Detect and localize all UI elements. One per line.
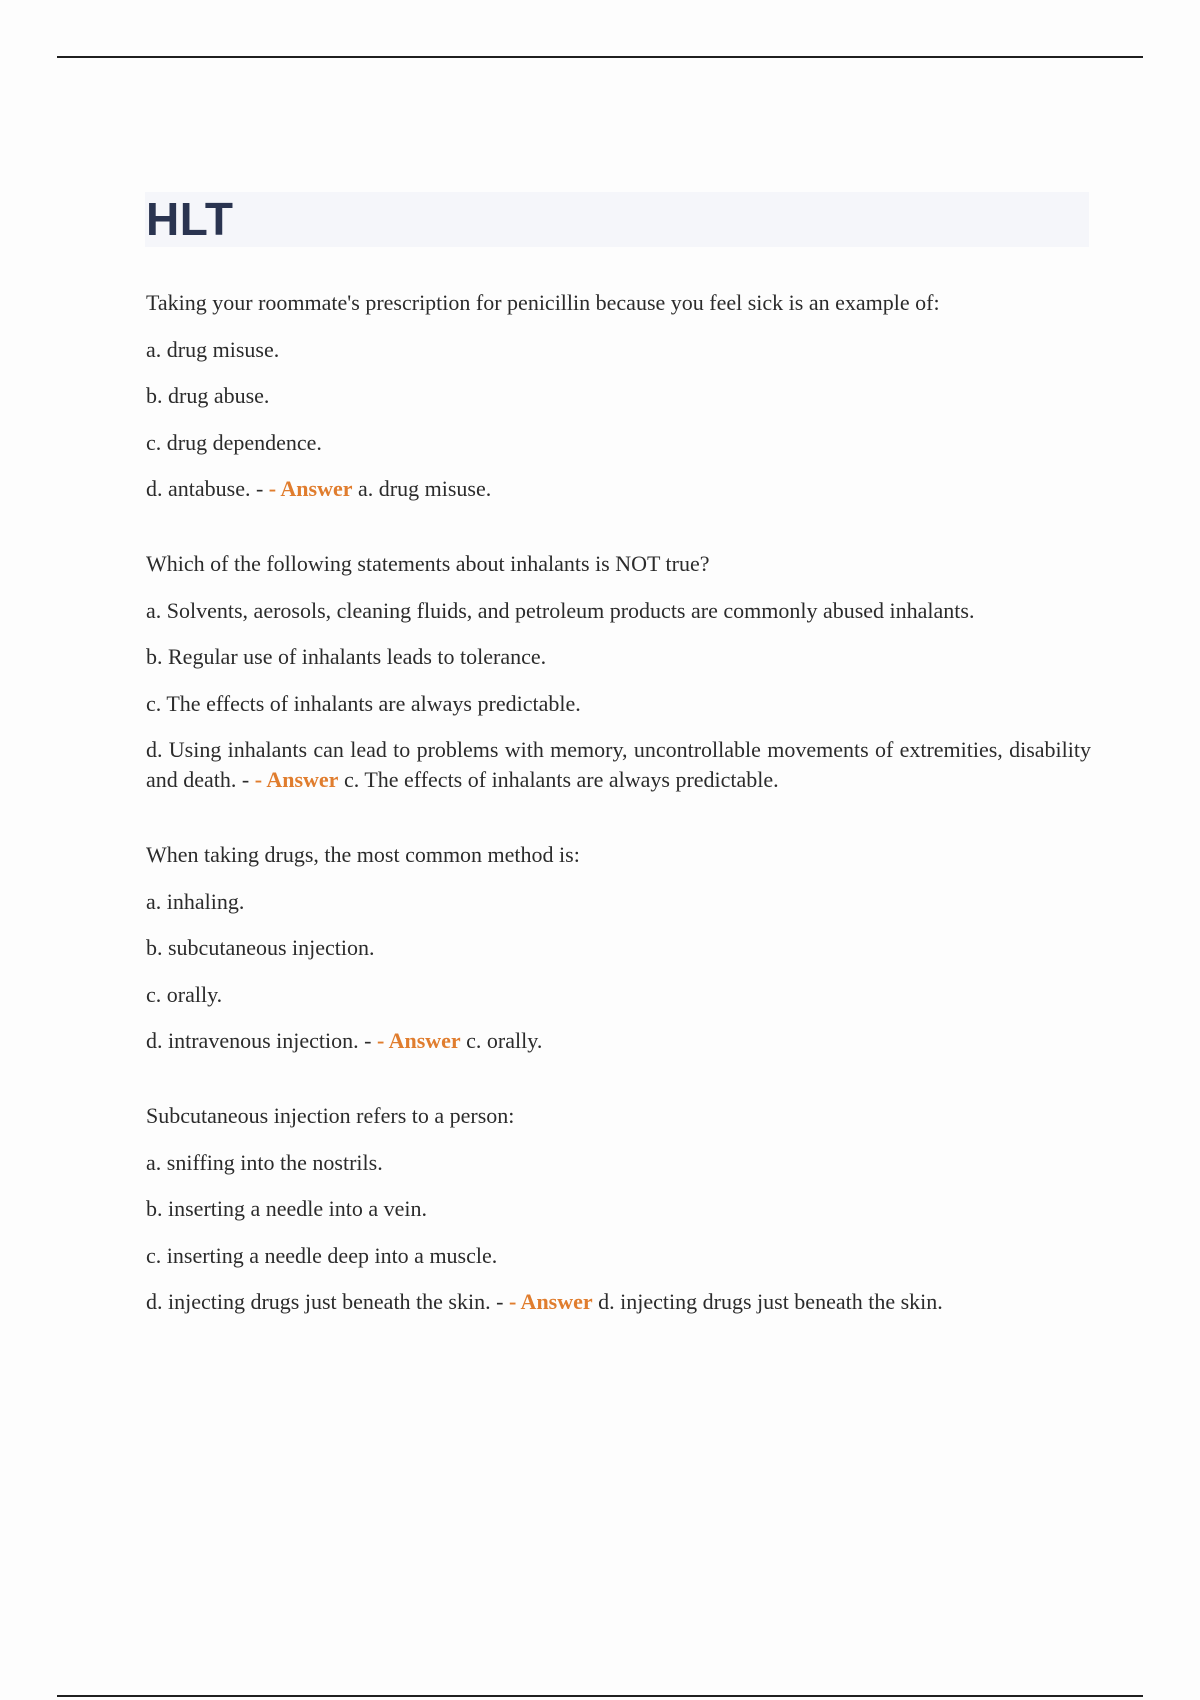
answer-option: c. drug dependence. (146, 429, 322, 455)
answer-text: d. injecting drugs just beneath the skin. (598, 1289, 943, 1314)
answer-option: b. inserting a needle into a vein. (146, 1196, 428, 1221)
answer-label: - Answer (268, 476, 353, 501)
answer-text: a. drug misuse. (358, 476, 492, 501)
answer-option-last (146, 1026, 1091, 1056)
answer-option: a. drug misuse. (146, 336, 280, 362)
option-text: d. intravenous injection. - (146, 1028, 372, 1053)
footer-rule (57, 1695, 1143, 1697)
question-block (146, 1101, 1091, 1317)
question-list (146, 288, 1091, 1362)
option-text: d. injecting drugs just beneath the skin. - (146, 1289, 504, 1314)
answer-text: c. The effects of inhalants are always predictable. (343, 767, 779, 792)
answer-option: b. subcutaneous injection. (146, 935, 375, 960)
answer-option: a. sniffing into the nostrils. (146, 1149, 383, 1175)
answer-label: - Answer (376, 1028, 461, 1053)
answer-option-last (146, 1287, 1091, 1317)
answer-option: b. drug abuse. (146, 383, 270, 408)
option-text: d. antabuse. - (146, 476, 264, 501)
answer-option: c. orally. (146, 981, 223, 1007)
question-stem: Which of the following statements about inhalants is NOT true? (146, 551, 710, 576)
answer-label: - Answer (508, 1289, 593, 1314)
question-stem: Subcutaneous injection refers to a person: (146, 1103, 515, 1128)
answer-option: c. The effects of inhalants are always predictable. (146, 690, 581, 716)
question-block (146, 288, 1091, 504)
answer-option: a. inhaling. (146, 888, 245, 914)
question-block (146, 549, 1091, 795)
question-block (146, 840, 1091, 1056)
answer-label: - Answer (254, 767, 339, 792)
document-title: HLT (146, 193, 234, 245)
answer-option: b. Regular use of inhalants leads to tolerance. (146, 644, 547, 669)
answer-option: a. Solvents, aerosols, cleaning fluids, and petroleum products are commonly abused inhalants. (146, 597, 975, 623)
title-band (145, 192, 1089, 247)
question-stem: Taking your roommate's prescription for penicillin because you feel sick is an example of: (146, 290, 940, 315)
answer-option-last (146, 474, 1091, 504)
answer-option-last (146, 735, 1091, 795)
header-rule (57, 56, 1143, 58)
answer-text: c. orally. (466, 1028, 543, 1053)
option-text: d. Using inhalants can lead to problems with memory, uncontrollable movements of extremities, disability and death. - (146, 737, 1091, 792)
question-stem: When taking drugs, the most common method is: (146, 842, 580, 867)
answer-option: c. inserting a needle deep into a muscle. (146, 1242, 498, 1268)
